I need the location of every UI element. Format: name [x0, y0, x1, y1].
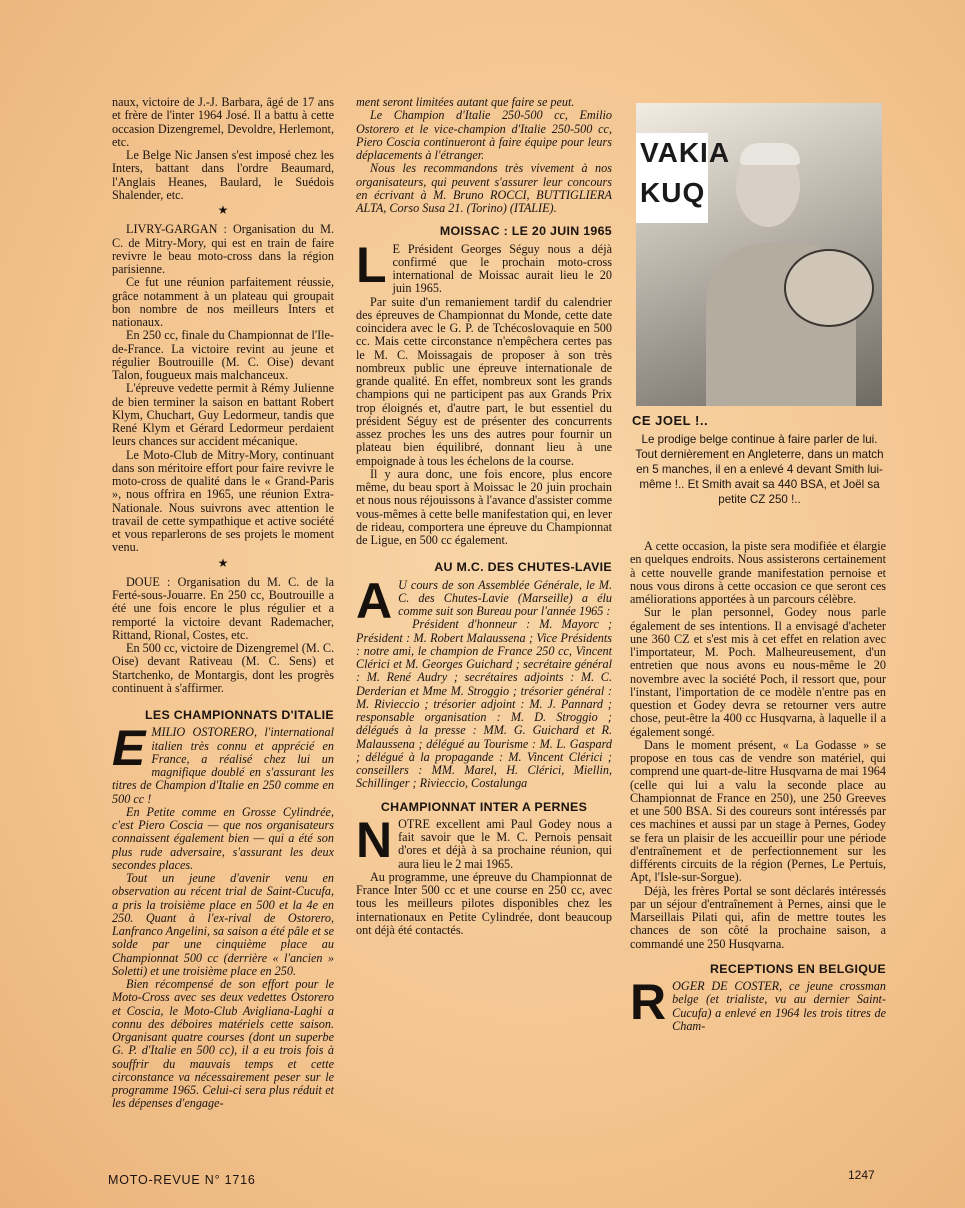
paragraph: L E Président Georges Séguy nous a déjà confirmé que le prochain moto-cross international de Moissac aurait lieu le 20 juin 1965.	[356, 236, 612, 296]
drop-cap: N	[356, 811, 393, 868]
paragraph: Nous les recommandons très vivement à nos organisateurs, qui peuvent s'assurer leur concours en écrivant à M. Bruno ROCCI, BUTTIGLIERA ALTA, Corso Susa 21. (Torino) (ITALIE).	[356, 161, 612, 215]
section-heading-moissac: MOISSAC : LE 20 JUIN 1965	[439, 224, 612, 239]
paragraph: A U cours de son Assemblée Générale, le M. C. des Chutes-Lavie (Marseille) a élu comme suit son Bureau pour l'année 1965 :	[356, 572, 612, 629]
paragraph: Le Champion d'Italie 250-500 cc, Emilio Ostorero et le vice-champion d'Italie 250-500 cc, Piero Coscia continueront à faire équipe pour leurs déplacements à l'étranger.	[356, 108, 612, 162]
paragraph: LIVRY-GARGAN : Organisation du M. C. de Mitry-Mory, qui est en train de faire revivre le beau moto-cross dans la région parisienne.	[112, 222, 334, 276]
section-heading-chutes-lavie: AU M.C. DES CHUTES-LAVIE	[434, 560, 612, 575]
paragraph: Président d'honneur : M. Mayorc ; Président : M. Robert Malaussena ; Vice Présidents : notre ami, le champion de France 250 cc, Vincent Clérici et M. Georges Guichard ; secrétaire général : M. René Audry ; secrétaires adjoints : M. C. Derderian et Mme M. Stroggio ; trésorier général : M. Rivieccio ; trésorier adjoint : M. J. Pannard ; responsable organisation : M. D. Stroggio ; délégués à la presse : MM. G. Guichard et R. Malaussena ; délégué au Tourisme : M. L. Gaspard ; délégué à la propagande : M. Vincent Clérici ; conseillers : MM. Marel, H. Clérici, Miellin, Schillinger ; Rivieccio, Costalunga	[356, 617, 612, 791]
separator-star-icon: ★	[217, 555, 229, 570]
paragraph: Sur le plan personnel, Godey nous parle également de ses intentions. Il a envisagé d'acheter une 360 CZ et s'est mis à cet effet en relation avec l'importateur, M. Poch. Malheureusement, d'un entretien que nous avons eu nous-même le 20 novembre avec la société Poch, il ressort que, pour l'instant, l'importation de ce modèle n'entre pas en question et Godey devra se retourner vers autre chose, peut-être la 400 cc Husqvarna, à laquelle il a également songé.	[630, 605, 886, 739]
paragraph: naux, victoire de J.-J. Barbara, âgé de 17 ans et frère de l'inter 1964 José. Il a battu à cette occasion Dizengremel, Devoldre, Herlemont, etc.	[112, 95, 334, 149]
column-middle	[356, 96, 612, 937]
banner-text-bottom: KUQ	[640, 177, 706, 208]
paragraph: A cette occasion, la piste sera modifiée et élargie en quelques endroits. Nous assisterons certainement à cette nouvelle grande manifestation pernoise et nous vous dirons à cette occasion ce que seront ces améliorations apportées à un parcours célèbre.	[630, 539, 886, 606]
paragraph: Au programme, une épreuve du Championnat de France Inter 500 cc et une course en 250 cc, avec tous les meilleurs pilotes disponibles chez les internationaux en Petite Cylindrée, dont beaucoup ont déjà été contactés.	[356, 869, 612, 937]
paragraph: Tout un jeune d'avenir venu en observation au récent trial de Saint-Cucufa, a pris la troisième place en 500 et la 4e en 250. Quant à l'ex-rival de Ostorero, Lanfranco Angelini, sa saison a été pâle et se solde par une cinquième place au Championnat 500 cc (derrière « l'ancien » Soletti) et une troisième place en 250.	[112, 871, 334, 978]
drop-cap: E	[112, 720, 146, 777]
photo-banner	[636, 133, 731, 223]
paragraph: Bien récompensé de son effort pour le Moto-Cross avec ses deux vedettes Ostorero et Coscia, le Moto-Club Avigliana-Laghi a connu des déboires matériels cette saison. Organisant quatre courses (dont un superbe G. P. d'Italie en 500 cc), il a eu trois fois à souffrir du mauvais temps et cette circonstance va nécessairement peser sur le programme 1965. Celui-ci sera plus réduit et les dépenses d'engage-	[112, 977, 334, 1111]
page-number: 1247	[848, 1168, 875, 1182]
paragraph: En Petite comme en Grosse Cylindrée, c'est Piero Coscia — que nos organisateurs connaissent également bien — qui a été son plus rude adversaire, s'assurant les deux secondes places.	[112, 804, 334, 872]
paragraph: Il y aura donc, une fois encore, plus encore même, du beau sport à Moissac le 20 juin prochain et nous nous réjouissons à l'avance d'assister comme vous-mêmes à cette belle manifestation qui, en lever de rideau, comportera une épreuve du Championnat de Ligue, en 500 cc également.	[356, 466, 612, 547]
paragraph: En 500 cc, victoire de Dizengremel (M. C. Oise) devant Rativeau (M. C. Sens) et Startchenko, de Montargis, dont les progrès continuent à s'affirmer.	[112, 641, 334, 695]
paragraph: DOUE : Organisation du M. C. de la Ferté-sous-Jouarre. En 250 cc, Boutrouille a été une fois encore le plus régulier et a remporté la victoire devant Rademacher, Rittand, Rional, Costes, etc.	[112, 574, 334, 642]
paragraph: ROGER DE COSTER, ce jeune crossman belge (et trialiste, vu au dernier Saint-Cucufa) a enlevé en 1964 les trois titres de Cham-	[630, 974, 886, 1033]
magazine-issue: MOTO-REVUE N° 1716	[108, 1173, 256, 1187]
paragraph: Le Moto-Club de Mitry-Mory, continuant dans son méritoire effort pour faire revivre le moto-cross de qualité dans le « Grand-Paris », nous offrira en 1965, une réunion Extra-Nationale. Nous suivrons avec attention le travail de cette sympathique et active société et vous reparlerons de ses projets le moment venu.	[112, 447, 334, 555]
drop-cap: A	[356, 572, 393, 629]
paragraph: ment seront limitées autant que faire se peut.	[356, 95, 575, 109]
photo-caption-title: CE JOEL !..	[632, 413, 709, 428]
section-heading-belgique: RECEPTIONS EN BELGIQUE	[710, 961, 886, 976]
rider-photo	[636, 103, 882, 406]
paragraph: NOTRE excellent ami Paul Godey nous a fait savoir que le M. C. Pernois pensait d'ores et déjà à sa prochaine réunion, qui aura lieu le 2 mai 1965.	[356, 811, 612, 871]
helmet-icon	[784, 249, 874, 327]
separator-star-icon: ★	[217, 203, 229, 217]
paragraph: Déjà, les frères Portal se sont déclarés intéressés par un séjour d'entraînement à Pernes, ainsi que le Marseillais Pilati qui, afin de mettre toutes les chances de son côté la prochaine saison, a commandé une 250 Husqvarna.	[630, 883, 886, 951]
paragraph: EMILIO OSTORERO, l'international italien très connu et apprécié en France, a réalisé chez lui un magnifique doublé en s'assurant les titres de Champion d'Italie en 250 comme en 500 cc !	[112, 720, 334, 806]
column-left	[112, 96, 334, 1111]
paragraph: Par suite d'un remaniement tardif du calendrier des épreuves de Championnat du Monde, cette date coincidera avec le G. P. de Tchécoslovaquie en 500 cc. Mais cette circonstance n'empêchera certes pas le M. C. Moissagais de proposer à son très nombreux public une épreuve internationale de grande qualité. En effet, nombreux sont les grands champions qui ne participent pas aux Grands Prix trop éloignés et, d'autre part, le but essentiel du président Séguy est de présenter des concurrents assez proches les uns des autres pour fournir un plateau bien équilibré, donnant lieu à une empoignade à tous les échelons de la course.	[356, 294, 612, 468]
paragraph: L'épreuve vedette permit à Rémy Julienne de bien terminer la saison en battant Robert Klym, Chuchart, Guy Ledormeur, tandis que René Klym et Gérard Ledormeur perdaient leurs chances sur accident mécanique.	[112, 381, 334, 449]
drop-cap: L	[356, 236, 387, 293]
section-heading-pernes: CHAMPIONNAT INTER A PERNES	[380, 799, 588, 814]
rider-hair	[740, 143, 800, 165]
drop-cap: R	[630, 974, 667, 1030]
paragraph: Ce fut une réunion parfaitement réussie, grâce notamment à un plateau qui groupait bon nombre de nos meilleurs Inters et nationaux.	[112, 275, 334, 329]
banner-text-top: VAKIA	[640, 137, 731, 168]
section-heading-italie: LES CHAMPIONNATS D'ITALIE	[145, 708, 334, 722]
paragraph: Le Belge Nic Jansen s'est imposé chez les Inters, battant dans l'ordre Beaumard, l'Anglais Heanes, Baulard, le Suédois Shalender, etc.	[112, 148, 334, 202]
paragraph: En 250 cc, finale du Championnat de l'Ile-de-France. La victoire revint au jeune et régulier Boutrouille (M. C. Oise) devant Talon, fougueux mais malchanceux.	[112, 328, 334, 382]
photo-caption: Le prodige belge continue à faire parler de lui. Tout dernièrement en Angleterre, dans un match en 5 manches, il en a enlevé 4 devant Smith lui-même !.. Et Smith avait sa 440 BSA, et Joël sa petite CZ 250 !..	[635, 433, 884, 506]
paragraph: Dans le moment présent, « La Godasse » se propose en tous cas de vendre son matériel, qui comprend une quart-de-litre Husqvarna de mai 1964 (celle qui lui a valu la seconde place au Championnat de France en 250), une 250 Greeves et une 500 BSA. Si des coureurs sont intéressés par ces machines et aussi par un stage à Pernes, Godey se fera un plaisir de les accueillir pour une période d'entraînement et de perfectionnement sur les différents circuits de la région (Pernes, Le Pertuis, Apt, l'Isle-sur-Sorgue).	[630, 737, 886, 885]
column-right	[630, 540, 886, 1033]
